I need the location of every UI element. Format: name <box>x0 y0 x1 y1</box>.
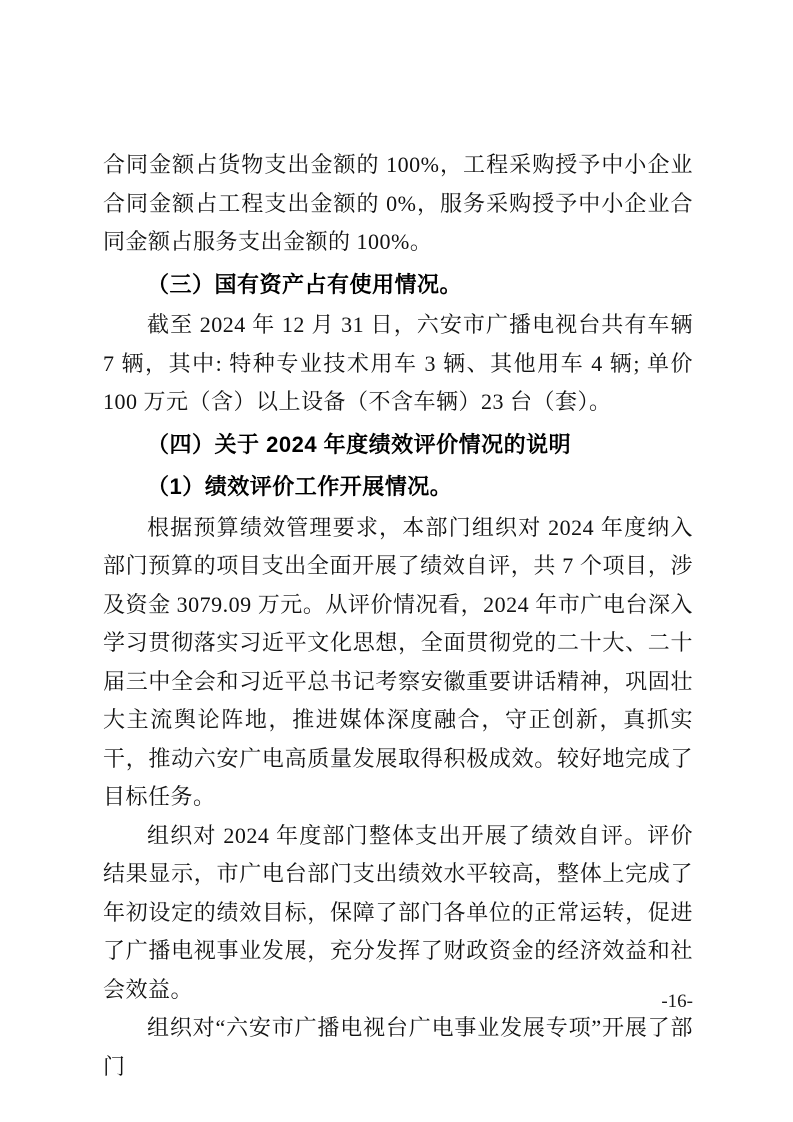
paragraph-procurement-continuation: 合同金额占货物支出金额的 100%，工程采购授予中小企业合同金额占工程支出金额的 0%，服务采购授予中小企业合同金额占服务支出金额的 100%。 <box>103 152 693 254</box>
document-body <box>103 146 693 1086</box>
paragraph-state-assets: 截至 2024 年 12 月 31 日，六安市广播电视台共有车辆 7 辆，其中: 特种专业技术用车 3 辆、其他用车 4 辆; 单价 100 万元（含）以上设备（不含车辆）23 台（套）。 <box>103 312 693 414</box>
section-heading-performance-evaluation: （四）关于 2024 年度绩效评价情况的说明 <box>147 431 572 457</box>
paragraph-project-self-evaluation: 根据预算绩效管理要求，本部门组织对 2024 年度纳入部门预算的项目支出全面开展了绩效自评，共 7 个项目，涉及资金 3079.09 万元。从评价情况看，2024 年市广电台深入学习贯彻落实习近平文化思想，全面贯彻党的二十大、二十届三中全会和习近平总书记考察安徽重要讲话精神，巩固壮大主流舆论阵地，推进媒体深度融合，守正创新，真抓实干，推动六安广电高质量发展取得积极成效。较好地完成了目标任务。 <box>103 514 693 809</box>
paragraph-special-project-evaluation: 组织对“六安市广播电视台广电事业发展专项”开展了部门 <box>103 1015 693 1079</box>
paragraph-overall-expenditure-evaluation: 组织对 2024 年度部门整体支出开展了绩效自评。评价结果显示，市广电台部门支出绩效水平较高，整体上完成了年初设定的绩效目标，保障了部门各单位的正常运转，促进了广播电视事业发展，充分发挥了财政资金的经济效益和社会效益。 <box>103 822 693 1002</box>
section-heading-state-assets: （三）国有资产占有使用情况。 <box>147 271 463 297</box>
subsection-heading-evaluation-work: （1）绩效评价工作开展情况。 <box>147 474 453 499</box>
page-number: -16- <box>661 991 693 1012</box>
